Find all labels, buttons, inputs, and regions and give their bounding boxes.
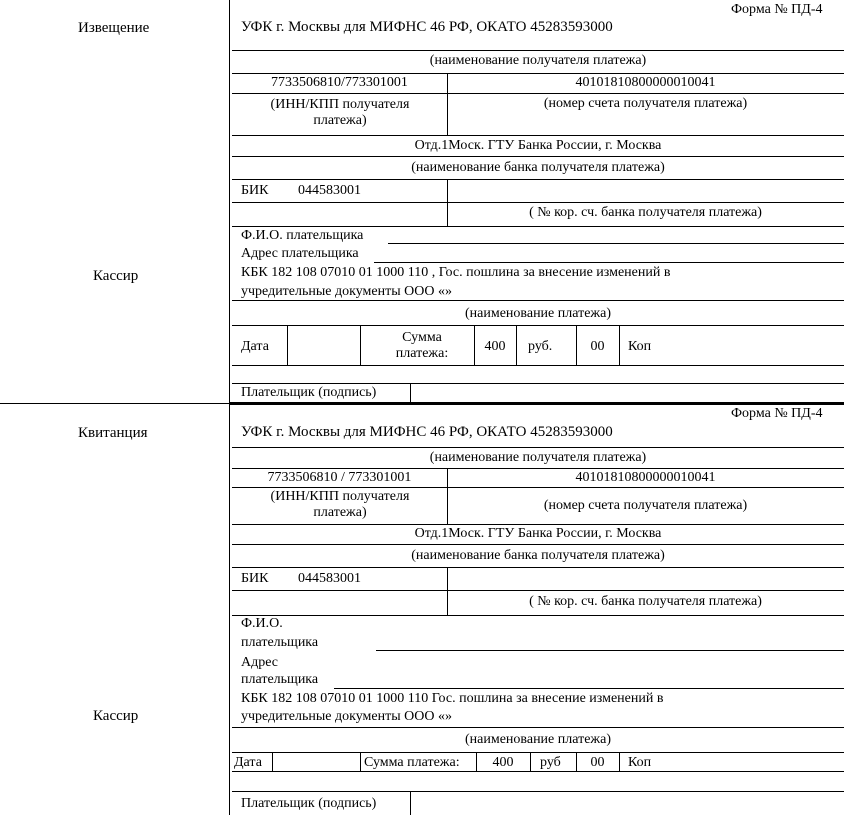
receipt-payer-address-label-1: Адрес (241, 655, 279, 670)
notice-bank-caption: (наименование банка получателя платежа) (411, 160, 665, 175)
notice-payment-caption: (наименование платежа) (465, 306, 611, 321)
notice-bik-label: БИК (241, 183, 269, 198)
notice-corr-account-caption: ( № кор. сч. банка получателя платежа) (529, 205, 762, 220)
receipt-form-number: Форма № ПД-4 (731, 406, 823, 421)
receipt-bik-label: БИК (241, 571, 269, 586)
receipt-bik-value: 044583001 (298, 571, 361, 586)
notice-rub-label: руб. (528, 339, 553, 354)
receipt-bank-name: Отд.1Моск. ГТУ Банка России, г. Москва (414, 526, 662, 541)
receipt-recipient-caption: (наименование получателя платежа) (429, 450, 647, 465)
notice-date-label: Дата (241, 339, 269, 354)
notice-payer-address-label: Адрес плательщика (241, 246, 359, 261)
receipt-bank-caption: (наименование банка получателя платежа) (411, 548, 665, 563)
receipt-inn-kpp-caption: (ИНН/КПП получателя платежа) (270, 489, 410, 521)
receipt-kop-label: Коп (628, 755, 652, 770)
notice-recipient-caption: (наименование получателя платежа) (429, 53, 647, 68)
notice-inn-kpp-value: 7733506810/773301001 (271, 75, 408, 90)
notice-inn-kpp-caption: (ИНН/КПП получателя платежа) (270, 97, 410, 129)
receipt-payer-address-label-2: плательщика (241, 672, 319, 687)
notice-sum-label: Сумма платежа: (395, 330, 449, 362)
receipt-kbk-line-2: учредительные документы ООО «» (241, 709, 452, 724)
receipt-sum-label: Сумма платежа: (364, 755, 460, 770)
receipt-rub-label: руб (540, 755, 561, 770)
receipt-payer-signature-label: Плательщик (подпись) (241, 796, 377, 811)
receipt-kbk-line-1: КБК 182 108 07010 01 1000 110 Гос. пошлина за внесение изменений в (241, 691, 664, 706)
notice-account-caption: (номер счета получателя платежа) (543, 96, 748, 111)
receipt-account-value: 40101810800000010041 (575, 470, 716, 485)
notice-recipient-name: УФК г. Москвы для МИФНС 46 РФ, ОКАТО 45283593000 (241, 19, 613, 35)
receipt-payer-name-label-2: плательщика (241, 635, 319, 650)
notice-kop-label: Коп (628, 339, 652, 354)
receipt-corr-account-caption: ( № кор. сч. банка получателя платежа) (529, 594, 762, 609)
notice-bank-name: Отд.1Моск. ГТУ Банка России, г. Москва (414, 138, 662, 153)
receipt-kop-value: 00 (590, 755, 605, 770)
receipt-payment-caption: (наименование платежа) (465, 732, 611, 747)
notice-form-number: Форма № ПД-4 (731, 2, 823, 17)
receipt-recipient-name: УФК г. Москвы для МИФНС 46 РФ, ОКАТО 45283593000 (241, 424, 613, 440)
receipt-side-label: Квитанция (78, 425, 148, 441)
notice-cashier-label: Кассир (93, 268, 139, 284)
notice-account-value: 40101810800000010041 (575, 75, 716, 90)
notice-rub-value: 400 (484, 339, 506, 354)
notice-side-label: Извещение (78, 20, 150, 36)
receipt-account-caption: (номер счета получателя платежа) (543, 498, 748, 513)
notice-kop-value: 00 (590, 339, 605, 354)
notice-payer-signature-label: Плательщик (подпись) (241, 385, 377, 400)
receipt-payer-name-label-1: Ф.И.О. (241, 616, 283, 631)
receipt-rub-value: 400 (492, 755, 514, 770)
notice-bik-value: 044583001 (298, 183, 361, 198)
notice-kbk-line-2: учредительные документы ООО «» (241, 284, 452, 299)
receipt-inn-kpp-value: 7733506810 / 773301001 (267, 470, 412, 485)
notice-kbk-line-1: КБК 182 108 07010 01 1000 110 , Гос. пошлина за внесение изменений в (241, 265, 671, 280)
receipt-date-label: Дата (234, 755, 262, 770)
notice-payer-name-label: Ф.И.О. плательщика (241, 228, 364, 243)
receipt-cashier-label: Кассир (93, 708, 139, 724)
